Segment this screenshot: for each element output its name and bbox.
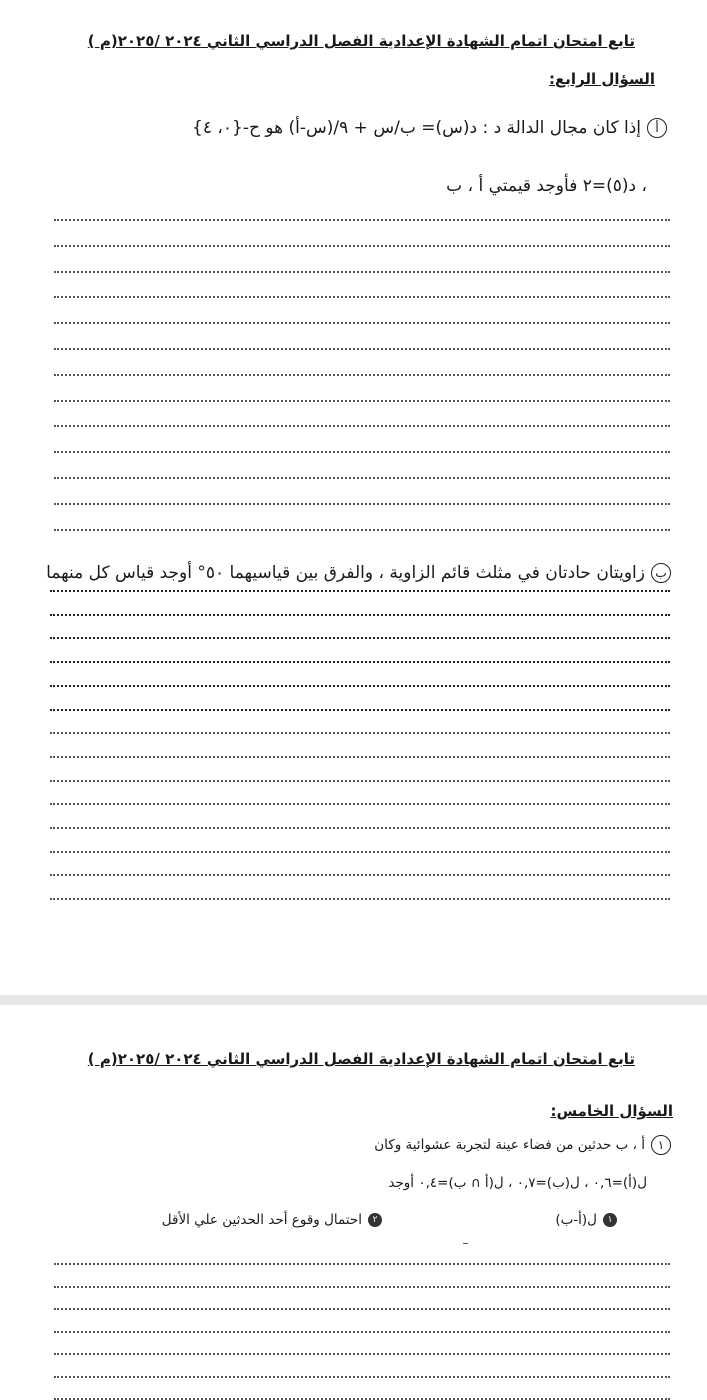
question-part-b-line1 bbox=[46, 563, 671, 583]
answer-line bbox=[50, 685, 670, 687]
question-text: زاويتان حادتان في مثلث قائم الزاوية ، والفرق بين قياسيهما ٥٠° أوجد قياس كل منهما bbox=[46, 563, 645, 583]
answer-line bbox=[54, 425, 670, 427]
sub-question-text: احتمال وقوع أحد الحدثين علي الأقل bbox=[161, 1212, 362, 1228]
answer-line bbox=[54, 451, 670, 453]
answer-line bbox=[54, 1263, 670, 1265]
sub-number-circle: ١ bbox=[603, 1213, 617, 1227]
answer-line bbox=[50, 780, 670, 782]
answer-line bbox=[54, 219, 670, 221]
answer-line bbox=[54, 1286, 670, 1288]
question-title: السؤال الرابع: bbox=[549, 70, 655, 88]
sub-question-2 bbox=[162, 1212, 382, 1228]
question-part-1-line1 bbox=[374, 1135, 671, 1155]
answer-line bbox=[54, 271, 670, 273]
answer-line bbox=[54, 1376, 670, 1378]
part-number-circle: أ bbox=[647, 118, 667, 138]
answer-line bbox=[54, 348, 670, 350]
answer-line bbox=[50, 590, 670, 592]
answer-line bbox=[54, 503, 670, 505]
question-part-1-line2: ل(أ)=٠,٦ ، ل(ب)=٠,٧ ، ل(أ ∩ ب)=٠,٤ أوجد bbox=[388, 1175, 647, 1191]
part-number-circle: ب bbox=[651, 563, 671, 583]
answer-line bbox=[54, 1308, 670, 1310]
sub-question-text: ل(أ-ب) bbox=[555, 1212, 597, 1228]
answer-line bbox=[54, 1353, 670, 1355]
answer-line bbox=[50, 732, 670, 734]
answer-line bbox=[50, 709, 670, 711]
answer-line bbox=[54, 1331, 670, 1333]
answer-line bbox=[50, 661, 670, 663]
page-header: تابع امتحان اتمام الشهادة الإعدادية الفصل الدراسي الثاني ٢٠٢٤ /٢٠٢٥(م ) bbox=[87, 32, 635, 50]
answer-line bbox=[54, 322, 670, 324]
answer-line bbox=[54, 400, 670, 402]
page-separator bbox=[0, 995, 707, 1005]
answer-line bbox=[54, 477, 670, 479]
question-text: أ ، ب حدثين من فضاء عينة لتجربة عشوائية وكان bbox=[374, 1137, 645, 1153]
answer-line bbox=[50, 898, 670, 900]
answer-line bbox=[54, 529, 670, 531]
part-number-circle: ١ bbox=[651, 1135, 671, 1155]
question-text: إذا كان مجال الدالة د : د(س)= ب/س + ٩/(س-أ) هو ح-{٠، ٤} bbox=[192, 118, 641, 138]
exam-page-2 bbox=[0, 1005, 707, 1400]
sub-number-circle: ٢ bbox=[368, 1213, 382, 1227]
page-header: تابع امتحان اتمام الشهادة الإعدادية الفصل الدراسي الثاني ٢٠٢٤ /٢٠٢٥(م ) bbox=[87, 1050, 635, 1068]
answer-line bbox=[54, 374, 670, 376]
question-title: السؤال الخامس: bbox=[550, 1102, 673, 1120]
answer-line bbox=[50, 851, 670, 853]
sub-question-1 bbox=[555, 1212, 617, 1228]
answer-line bbox=[50, 803, 670, 805]
answer-line bbox=[50, 614, 670, 616]
answer-line bbox=[50, 637, 670, 639]
answer-line bbox=[54, 245, 670, 247]
question-part-a-line2: ، د(٥)=٢ فأوجد قيمتي أ ، ب bbox=[446, 176, 647, 196]
question-part-a-line1 bbox=[192, 118, 667, 138]
answer-line bbox=[50, 827, 670, 829]
answer-line bbox=[50, 756, 670, 758]
answer-line bbox=[54, 296, 670, 298]
answer-line bbox=[50, 874, 670, 876]
pen-mark bbox=[463, 1243, 468, 1244]
